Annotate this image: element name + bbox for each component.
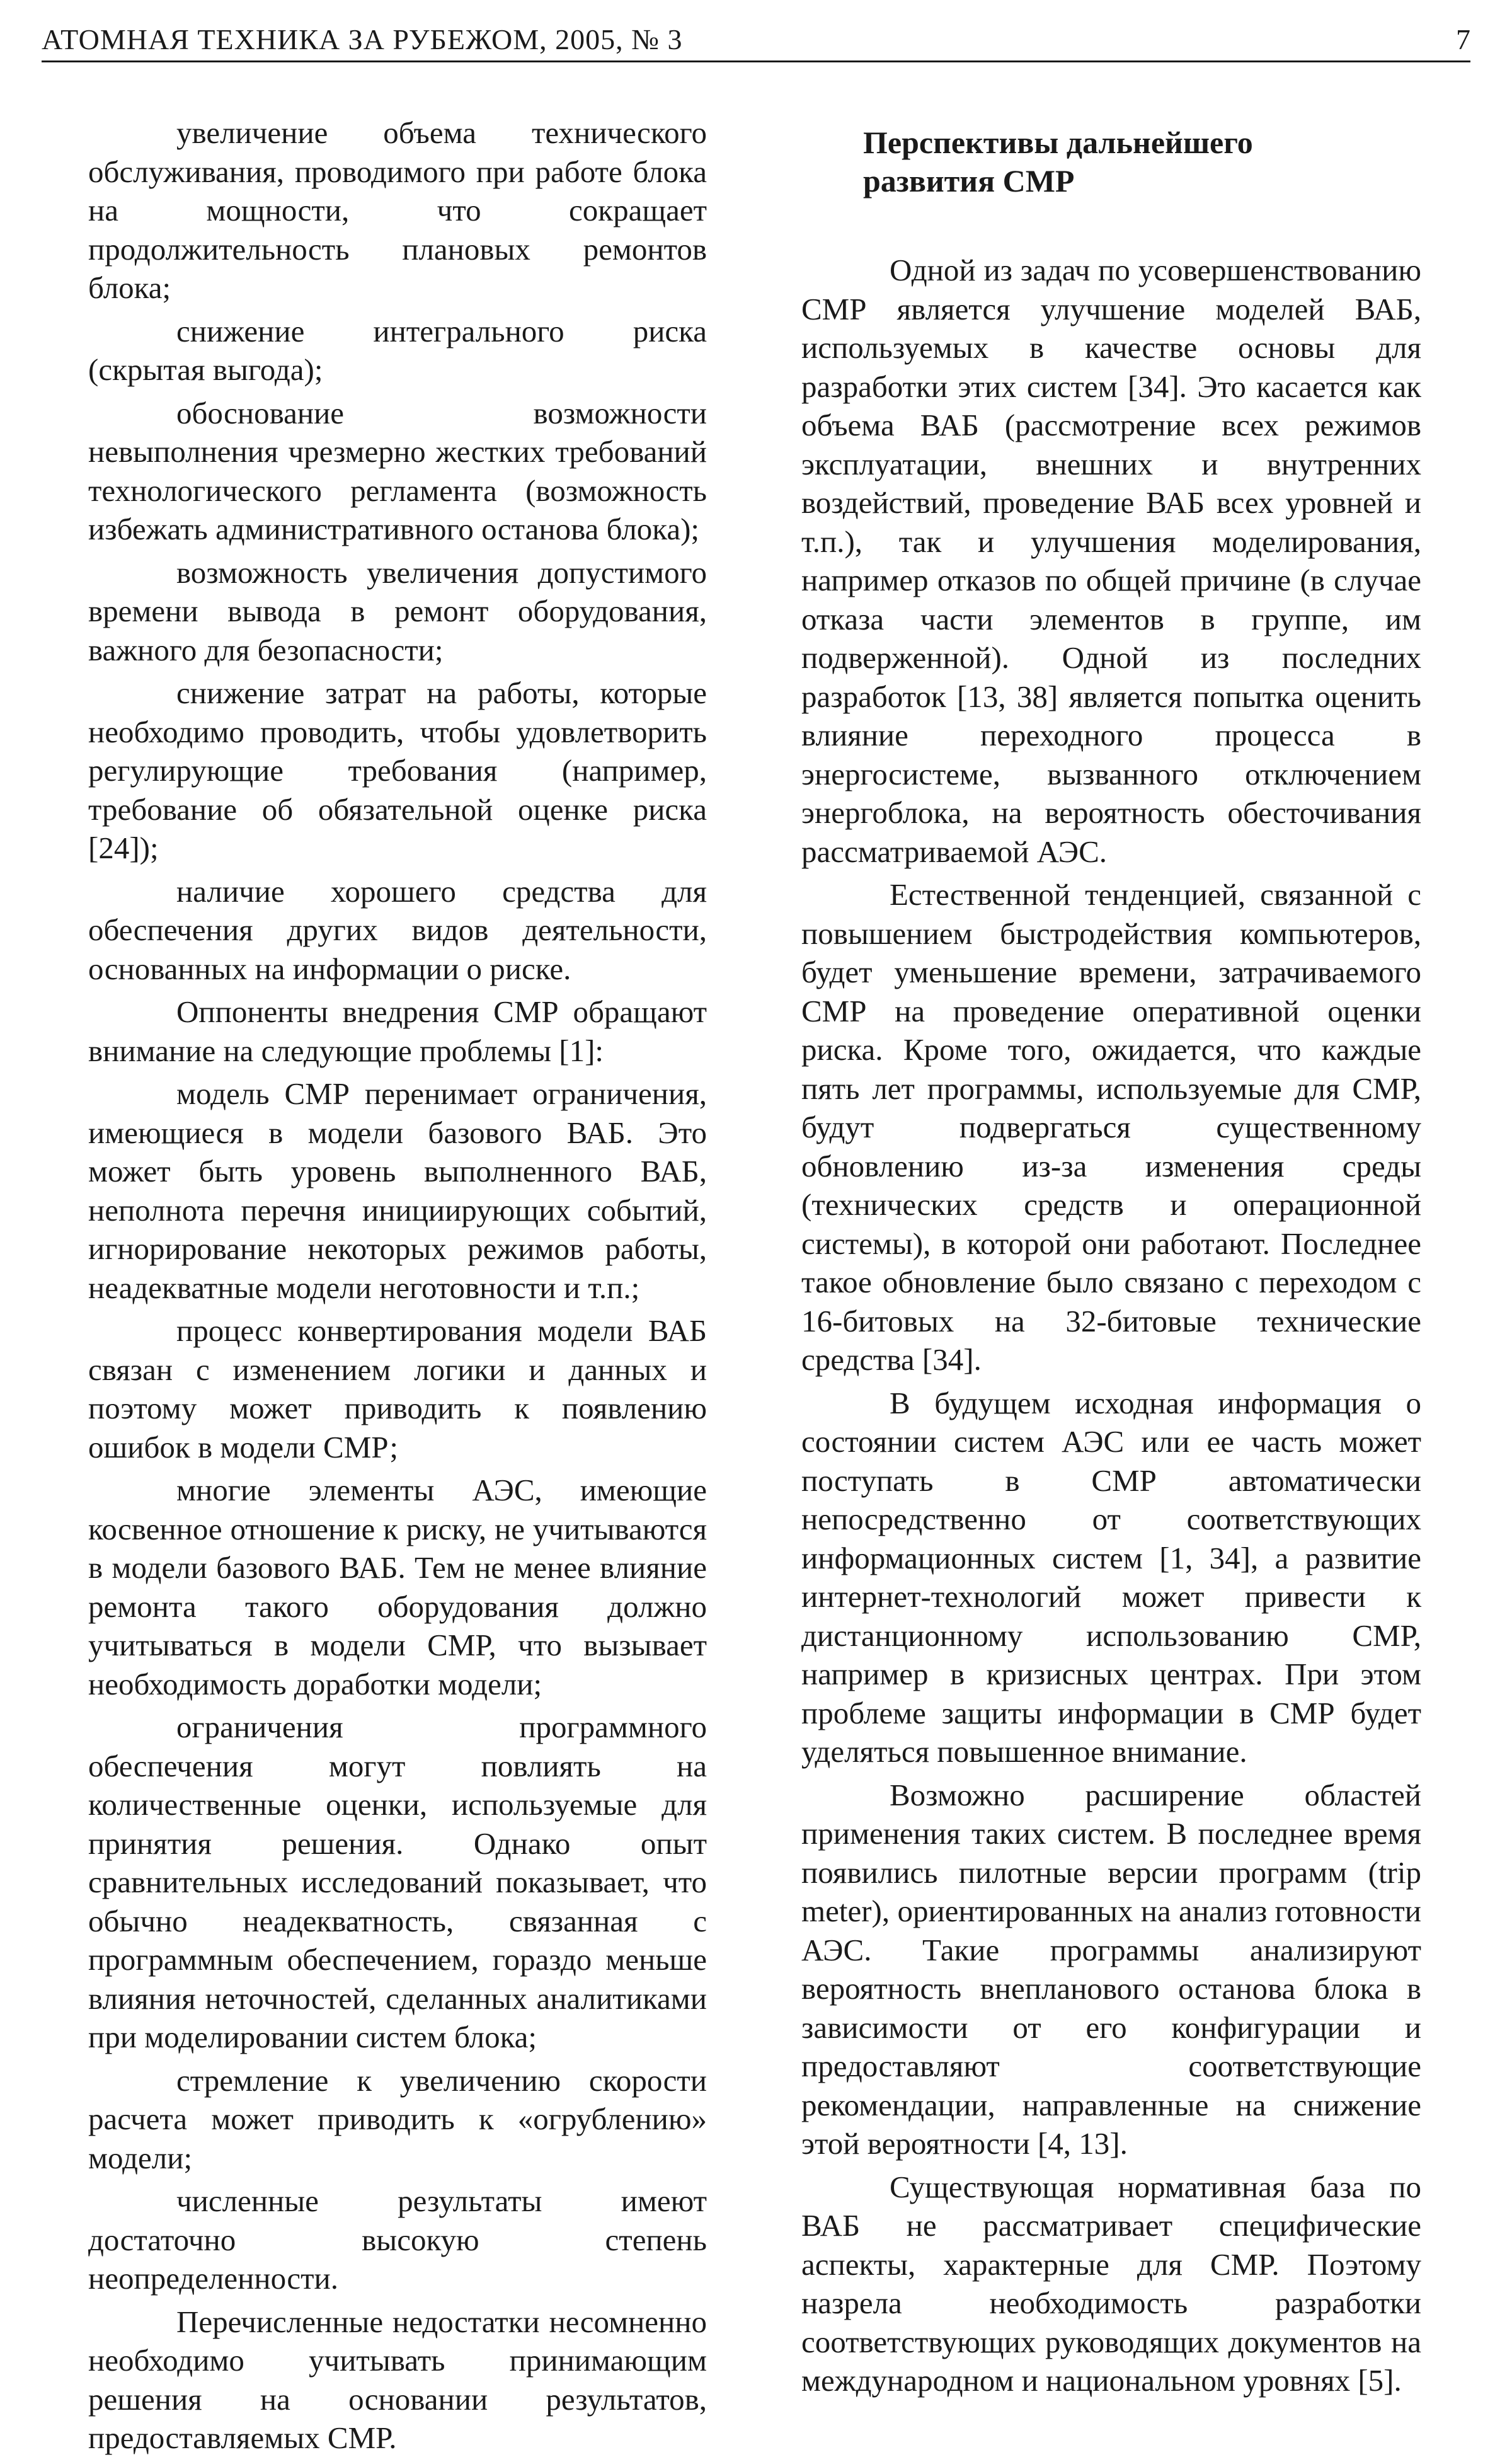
paragraph: многие элементы АЭС, имеющие косвенное отношение к риску, не учитываются в модели базового ВАБ. Тем не менее влияние ремонта такого оборудования должно учитываться в модели СМР, что вызывает необходимость доработки модели; — [88, 1473, 707, 1701]
paragraph: численные результаты имеют достаточно высокую степень неопределенности. — [88, 2183, 707, 2296]
paragraph: обоснование возможности невыполнения чрезмерно жестких требований технологического регламента (возможность избежать административного останова блока); — [88, 395, 707, 546]
section-heading-line: Перспективы дальнейшего — [863, 125, 1253, 160]
section-heading-line: развития СМР — [863, 163, 1075, 198]
paragraph: стремление к увеличению скорости расчета может приводить к «огрублению» модели; — [88, 2062, 707, 2175]
paragraph: Одной из задач по усовершенствованию СМР является улучшение моделей ВАБ, используемых в качестве основы для разработки этих систем [34]. Это касается как объема ВАБ (рассмотрение всех режимов эксплуатации, внешних и внутренних воздействий, проведение ВАБ всех уровней и т.п.), так и улучшения моделирования, например отказов по общей причине (в случае отказа части элементов в группе, им подверженной). Одной из последних разработок [13, 38] является попытка оценить влияние переходного процесса в энергосистеме, вызванного отключением энергоблока, на вероятность обесточивания рассматриваемой АЭС. — [801, 253, 1421, 869]
journal-title: АТОМНАЯ ТЕХНИКА ЗА РУБЕЖОМ, 2005, № 3 — [42, 23, 683, 55]
page-number: 7 — [1456, 23, 1470, 55]
paragraph: Существующая нормативная база по ВАБ не рассматривает специфические аспекты, характерные для СМР. Поэтому назрела необходимость разработки соответствующих руководящих документов на международном и национальном уровнях [5]. — [801, 2169, 1421, 2398]
paragraph: наличие хорошего средства для обеспечения других видов деятельности, основанных на информации о риске. — [88, 873, 707, 986]
paragraph: Оппоненты внедрения СМР обращают внимание на следующие проблемы [1]: — [88, 994, 707, 1068]
paragraph: модель СМР перенимает ограничения, имеющиеся в модели базового ВАБ. Это может быть уровень выполненного ВАБ, неполнота перечня инициирующих событий, игнорирование некоторых режимов работы, неадекватные модели неготовности и т.п.; — [88, 1076, 707, 1305]
paragraph: Перечисленные недостатки несомненно необходимо учитывать принимающим решения на основании результатов, предоставляемых СМР. — [88, 2304, 707, 2455]
left-column — [88, 113, 707, 2462]
section-heading — [863, 124, 1421, 200]
paragraph: ограничения программного обеспечения могут повлиять на количественные оценки, используемые для принятия решения. Однако опыт сравнительных исследований показывает, что обычно неадекватность, связанная с программным обеспечением, гораздо меньше влияния неточностей, сделанных аналитиками при моделировании систем блока; — [88, 1710, 707, 2054]
paragraph: снижение интегрального риска (скрытая выгода); — [88, 313, 707, 387]
paragraph: Естественной тенденцией, связанной с повышением быстродействия компьютеров, будет уменьшение времени, затрачиваемого СМР на проведение оперативной оценки риска. Кроме того, ожидается, что каждые пять лет программы, используемые для СМР, будут подвергаться существенному обновлению из-за изменения среды (технических средств и операционной системы), в которой они работают. Последнее такое обновление было связано с переходом с 16-битовых на 32-битовые технические средства [34]. — [801, 877, 1421, 1377]
paragraph: В будущем исходная информация о состоянии систем АЭС или ее часть может поступать в СМР автоматически непосредственно от соответствующих информационных систем [1, 34], а развитие интернет-технологий может привести к дистанционному использованию СМР, например в кризисных центрах. При этом проблеме защиты информации в СМР будет уделяться повышенное внимание. — [801, 1385, 1421, 1769]
paragraph: Возможно расширение областей применения таких систем. В последнее время появились пилотные версии программ (trip meter), ориентированных на анализ готовности АЭС. Такие программы анализируют вероятность внепланового останова блока в зависимости от его конфигурации и предоставляют соответствующие рекомендации, направленные на снижение этой вероятности [4, 13]. — [801, 1777, 1421, 2161]
paragraph: снижение затрат на работы, которые необходимо проводить, чтобы удовлетворить регулирующие требования (например, требование об обязательной оценке риска [24]); — [88, 676, 707, 865]
right-column — [801, 113, 1421, 2405]
paragraph: возможность увеличения допустимого времени вывода в ремонт оборудования, важного для безопасности; — [88, 555, 707, 667]
paragraph: увеличение объема технического обслуживания, проводимого при работе блока на мощности, что сокращает продолжительность плановых ремонтов блока; — [88, 115, 707, 305]
running-header — [42, 19, 1470, 62]
paragraph: процесс конвертирования модели ВАБ связан с изменением логики и данных и поэтому может приводить к появлению ошибок в модели СМР; — [88, 1313, 707, 1464]
